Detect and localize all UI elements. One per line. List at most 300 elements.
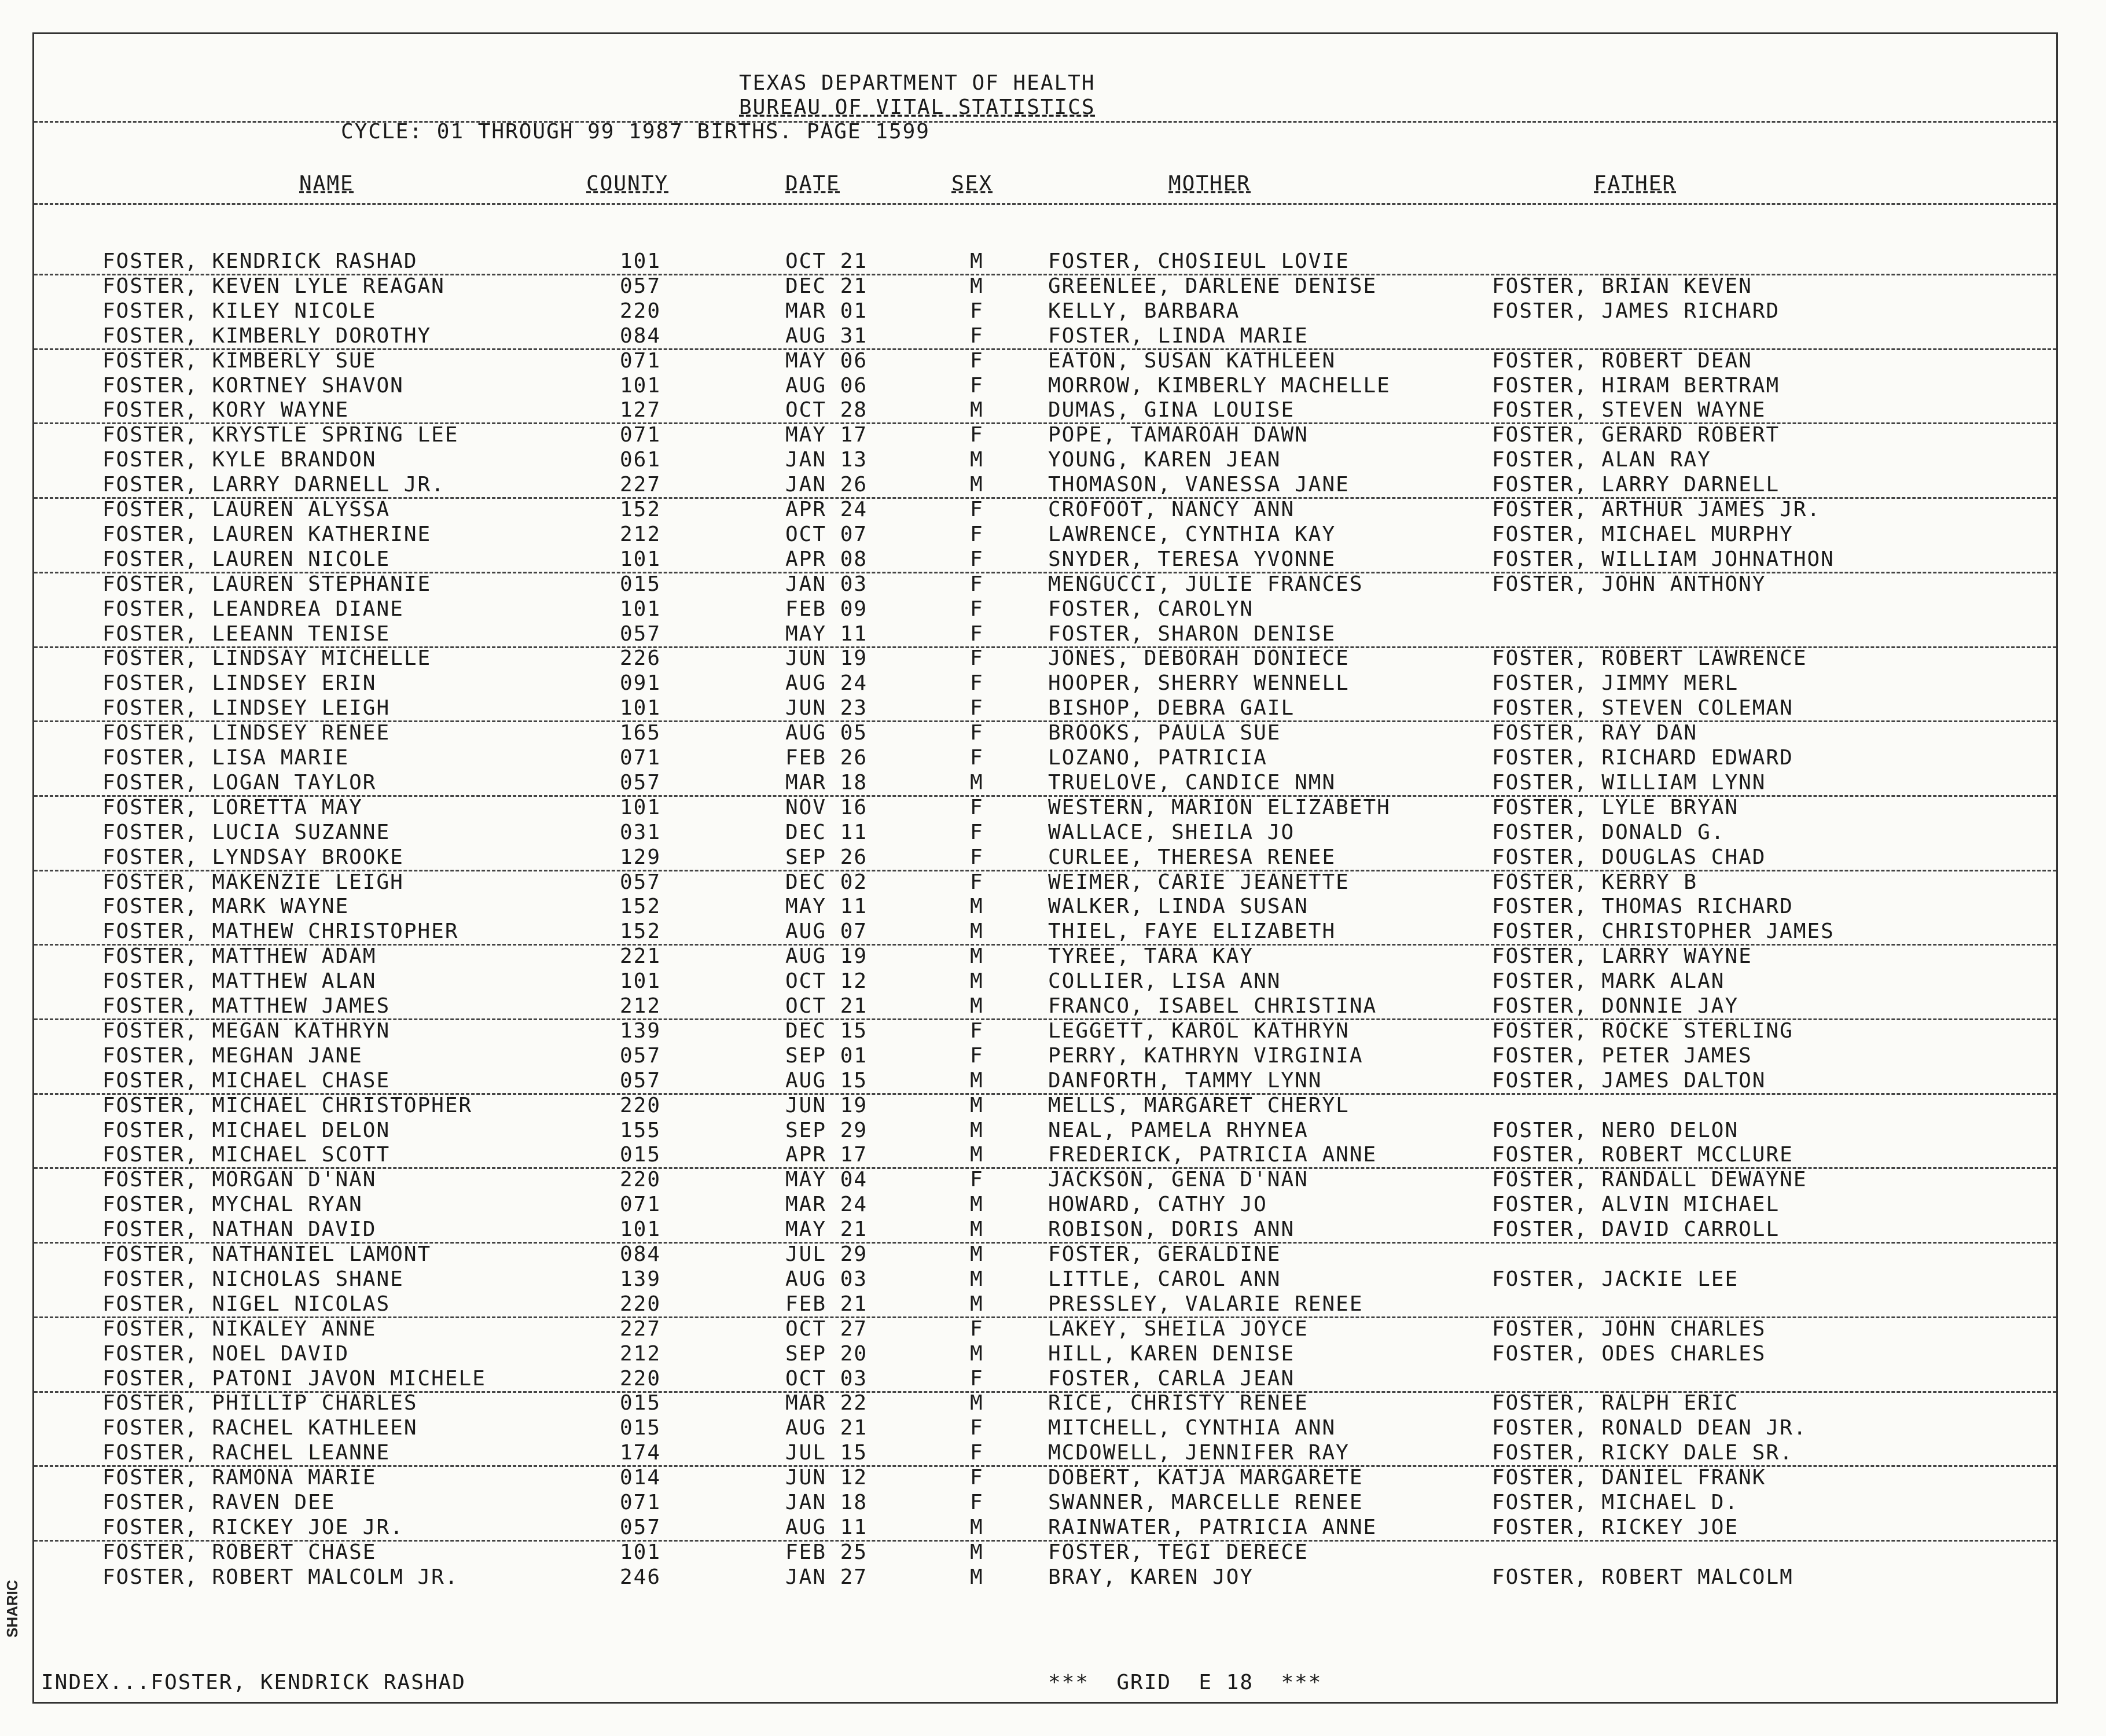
cell-county: 101 — [620, 547, 661, 571]
cell-name: FOSTER, LINDSEY LEIGH — [102, 696, 391, 720]
cell-county: 071 — [620, 1193, 661, 1217]
table-row — [34, 1119, 2056, 1143]
cell-mother: SWANNER, MARCELLE RENEE — [1048, 1491, 1363, 1514]
cell-sex: F — [970, 299, 984, 323]
cell-county: 057 — [620, 770, 661, 795]
table-row — [34, 1342, 2056, 1366]
cell-father: FOSTER, JAMES DALTON — [1492, 1068, 1766, 1093]
cell-sex: M — [970, 1540, 984, 1564]
table-row — [34, 1069, 2056, 1095]
cell-father: FOSTER, WILLIAM LYNN — [1492, 770, 1766, 795]
table-row — [34, 1044, 2056, 1068]
cell-father: FOSTER, ROBERT MCCLURE — [1492, 1143, 1793, 1167]
cell-date: OCT 07 — [785, 522, 868, 546]
cell-date: FEB 21 — [785, 1292, 868, 1316]
cell-county: 015 — [620, 1143, 661, 1167]
cell-name: FOSTER, NIKALEY ANNE — [102, 1316, 377, 1341]
cell-county: 091 — [620, 671, 661, 696]
cell-sex: F — [970, 820, 984, 844]
cell-mother: COLLIER, LISA ANN — [1048, 969, 1281, 994]
col-header-date: DATE — [785, 172, 840, 196]
cell-date: OCT 27 — [785, 1316, 868, 1341]
cell-father: FOSTER, ALVIN MICHAEL — [1492, 1193, 1780, 1217]
cell-county: 057 — [620, 1068, 661, 1093]
cell-county: 101 — [620, 969, 661, 994]
column-header-divider — [34, 203, 2056, 205]
table-row — [34, 771, 2056, 797]
cell-father: FOSTER, LARRY WAYNE — [1492, 944, 1752, 969]
cell-sex: F — [970, 373, 984, 398]
header-subtitle: BUREAU OF VITAL STATISTICS — [739, 95, 1096, 119]
table-row — [34, 299, 2056, 323]
cell-father: FOSTER, BRIAN KEVEN — [1492, 274, 1752, 298]
cell-sex: F — [970, 1366, 984, 1391]
cell-date: JUL 29 — [785, 1242, 868, 1266]
cell-date: MAY 11 — [785, 621, 868, 646]
cell-county: 155 — [620, 1118, 661, 1142]
cell-mother: LEGGETT, KAROL KATHRYN — [1048, 1018, 1350, 1043]
cell-sex: M — [970, 770, 984, 795]
cell-date: SEP 01 — [785, 1043, 868, 1068]
cell-date: MAR 18 — [785, 770, 868, 795]
cell-date: AUG 21 — [785, 1416, 868, 1440]
cell-county: 212 — [620, 522, 661, 546]
cell-mother: CURLEE, THERESA RENEE — [1048, 845, 1336, 869]
cell-father: FOSTER, JOHN CHARLES — [1492, 1316, 1766, 1341]
table-row — [34, 969, 2056, 994]
cell-sex: F — [970, 696, 984, 720]
cell-sex: F — [970, 1168, 984, 1192]
cell-sex: M — [970, 969, 984, 994]
cell-father: FOSTER, RONALD DEAN JR. — [1492, 1416, 1807, 1440]
cell-date: MAR 22 — [785, 1391, 868, 1415]
cell-county: 071 — [620, 423, 661, 447]
cell-mother: POPE, TAMAROAH DAWN — [1048, 423, 1309, 447]
cell-sex: F — [970, 572, 984, 596]
table-row — [34, 523, 2056, 547]
cell-date: AUG 05 — [785, 721, 868, 745]
cell-county: 014 — [620, 1466, 661, 1490]
cell-date: JUN 12 — [785, 1466, 868, 1490]
cell-sex: M — [970, 1193, 984, 1217]
cell-date: APR 08 — [785, 547, 868, 571]
table-row — [34, 1094, 2056, 1118]
cell-date: JAN 26 — [785, 473, 868, 497]
cell-sex: F — [970, 845, 984, 869]
table-row — [34, 1292, 2056, 1318]
cell-county: 015 — [620, 572, 661, 596]
cell-date: JUN 19 — [785, 646, 868, 671]
cell-mother: BROOKS, PAULA SUE — [1048, 721, 1281, 745]
table-row — [34, 473, 2056, 499]
cell-father: FOSTER, RICHARD EDWARD — [1492, 746, 1793, 770]
cell-name: FOSTER, MICHAEL DELON — [102, 1118, 391, 1142]
cell-name: FOSTER, MATHEW CHRISTOPHER — [102, 920, 459, 944]
cell-mother: FOSTER, TEGI DERECE — [1048, 1540, 1309, 1564]
col-header-sex: SEX — [951, 172, 993, 196]
table-row — [34, 1367, 2056, 1393]
cell-mother: WESTERN, MARION ELIZABETH — [1048, 795, 1391, 819]
cell-mother: JONES, DEBORAH DONIECE — [1048, 646, 1350, 671]
cell-date: JUL 15 — [785, 1441, 868, 1465]
cell-date: DEC 21 — [785, 274, 868, 298]
cell-name: FOSTER, LARRY DARNELL JR. — [102, 473, 445, 497]
cell-sex: F — [970, 323, 984, 348]
table-row — [34, 324, 2056, 350]
cell-date: SEP 26 — [785, 845, 868, 869]
table-row — [34, 274, 2056, 299]
cell-mother: TYREE, TARA KAY — [1048, 944, 1254, 969]
table-row — [34, 920, 2056, 946]
cell-sex: M — [970, 398, 984, 422]
cell-sex: M — [970, 994, 984, 1018]
cell-date: AUG 15 — [785, 1068, 868, 1093]
table-row — [34, 1242, 2056, 1267]
cell-name: FOSTER, KEVEN LYLE REAGAN — [102, 274, 445, 298]
col-header-name: NAME — [299, 172, 354, 196]
cell-county: 212 — [620, 994, 661, 1018]
cell-sex: M — [970, 473, 984, 497]
cell-sex: F — [970, 348, 984, 373]
cell-sex: M — [970, 448, 984, 472]
cell-father: FOSTER, DANIEL FRANK — [1492, 1466, 1766, 1490]
cell-mother: FOSTER, GERALDINE — [1048, 1242, 1281, 1266]
cell-father: FOSTER, LARRY DARNELL — [1492, 473, 1780, 497]
cell-county: 152 — [620, 498, 661, 521]
cell-county: 057 — [620, 1043, 661, 1068]
cell-father: FOSTER, DAVID CARROLL — [1492, 1218, 1780, 1242]
cell-county: 057 — [620, 621, 661, 646]
page-frame — [32, 32, 2058, 1704]
cell-sex: F — [970, 795, 984, 819]
cell-father: FOSTER, HIRAM BERTRAM — [1492, 373, 1780, 398]
cell-father: FOSTER, RICKEY JOE — [1492, 1515, 1739, 1539]
cell-mother: DANFORTH, TAMMY LYNN — [1048, 1068, 1322, 1093]
cell-father: FOSTER, ROBERT DEAN — [1492, 348, 1752, 373]
cell-mother: LITTLE, CAROL ANN — [1048, 1267, 1281, 1291]
cell-sex: M — [970, 1267, 984, 1291]
cell-sex: F — [970, 1466, 984, 1490]
cell-name: FOSTER, MATTHEW ADAM — [102, 944, 377, 969]
cell-sex: M — [970, 1093, 984, 1117]
cell-mother: FOSTER, SHARON DENISE — [1048, 621, 1336, 646]
cell-county: 101 — [620, 249, 661, 273]
table-row — [34, 1218, 2056, 1244]
cell-county: 226 — [620, 646, 661, 671]
cell-mother: FREDERICK, PATRICIA ANNE — [1048, 1143, 1377, 1167]
table-row — [34, 622, 2056, 648]
cell-father: FOSTER, ROBERT LAWRENCE — [1492, 646, 1807, 671]
cell-father: FOSTER, STEVEN WAYNE — [1492, 398, 1766, 422]
cell-mother: SNYDER, TERESA YVONNE — [1048, 547, 1336, 571]
col-header-mother: MOTHER — [1168, 172, 1251, 196]
table-row — [34, 1019, 2056, 1043]
cell-father: FOSTER, ODES CHARLES — [1492, 1341, 1766, 1366]
cell-mother: BRAY, KAREN JOY — [1048, 1565, 1254, 1589]
cell-date: JAN 03 — [785, 572, 868, 596]
cell-date: AUG 19 — [785, 944, 868, 969]
cell-mother: PRESSLEY, VALARIE RENEE — [1048, 1292, 1363, 1316]
cell-date: DEC 15 — [785, 1018, 868, 1043]
col-header-county: COUNTY — [586, 172, 669, 196]
table-row — [34, 1491, 2056, 1515]
table-row — [34, 746, 2056, 770]
cell-sex: M — [970, 1218, 984, 1242]
cell-mother: HILL, KAREN DENISE — [1048, 1341, 1295, 1366]
cell-county: 084 — [620, 323, 661, 348]
cell-mother: ROBISON, DORIS ANN — [1048, 1218, 1295, 1242]
cell-mother: FRANCO, ISABEL CHRISTINA — [1048, 994, 1377, 1018]
cell-county: 165 — [620, 721, 661, 745]
cell-date: AUG 11 — [785, 1515, 868, 1539]
cell-date: SEP 29 — [785, 1118, 868, 1142]
cell-name: FOSTER, LAUREN STEPHANIE — [102, 572, 432, 596]
cell-sex: M — [970, 1391, 984, 1415]
cell-date: FEB 25 — [785, 1540, 868, 1564]
cell-sex: F — [970, 1018, 984, 1043]
cell-date: JUN 19 — [785, 1093, 868, 1117]
cell-sex: M — [970, 1143, 984, 1167]
cell-sex: F — [970, 721, 984, 745]
cell-name: FOSTER, LYNDSAY BROOKE — [102, 845, 404, 869]
table-row — [34, 944, 2056, 969]
cell-father: FOSTER, ROBERT MALCOLM — [1492, 1565, 1793, 1589]
cell-sex: F — [970, 746, 984, 770]
cell-sex: M — [970, 1068, 984, 1093]
cell-mother: FOSTER, LINDA MARIE — [1048, 323, 1309, 348]
table-row — [34, 721, 2056, 745]
table-row — [34, 547, 2056, 573]
cell-father: FOSTER, PETER JAMES — [1492, 1043, 1752, 1068]
cell-father: FOSTER, LYLE BRYAN — [1492, 795, 1739, 819]
cell-mother: YOUNG, KAREN JEAN — [1048, 448, 1281, 472]
cell-name: FOSTER, NICHOLAS SHANE — [102, 1267, 404, 1291]
cell-name: FOSTER, ROBERT MALCOLM JR. — [102, 1565, 459, 1589]
cell-father: FOSTER, KERRY B — [1492, 870, 1698, 894]
cell-sex: F — [970, 1416, 984, 1440]
cell-name: FOSTER, PATONI JAVON MICHELE — [102, 1366, 486, 1391]
cell-name: FOSTER, LISA MARIE — [102, 746, 350, 770]
cell-county: 174 — [620, 1441, 661, 1465]
cell-mother: FOSTER, CARLA JEAN — [1048, 1366, 1295, 1391]
cell-date: OCT 28 — [785, 398, 868, 422]
table-row — [34, 1540, 2056, 1565]
cell-mother: MCDOWELL, JENNIFER RAY — [1048, 1441, 1350, 1465]
table-row — [34, 671, 2056, 696]
cell-name: FOSTER, MARK WAYNE — [102, 895, 350, 919]
cell-date: MAR 01 — [785, 299, 868, 323]
cell-sex: F — [970, 870, 984, 894]
cell-sex: F — [970, 597, 984, 621]
index-footer: INDEX...FOSTER, KENDRICK RASHAD — [41, 1671, 466, 1694]
cell-date: MAY 21 — [785, 1218, 868, 1242]
cell-county: 152 — [620, 895, 661, 919]
cell-father: FOSTER, JOHN ANTHONY — [1492, 572, 1766, 596]
cell-father: FOSTER, RICKY DALE SR. — [1492, 1441, 1793, 1465]
cell-county: 220 — [620, 1168, 661, 1192]
cell-name: FOSTER, LAUREN ALYSSA — [102, 498, 391, 521]
cell-county: 061 — [620, 448, 661, 472]
cell-mother: TRUELOVE, CANDICE NMN — [1048, 770, 1336, 795]
cell-father: FOSTER, ROCKE STERLING — [1492, 1018, 1793, 1043]
cell-county: 212 — [620, 1341, 661, 1366]
cell-sex: F — [970, 646, 984, 671]
cell-county: 127 — [620, 398, 661, 422]
cell-father: FOSTER, GERARD ROBERT — [1492, 423, 1780, 447]
cell-county: 139 — [620, 1267, 661, 1291]
cell-date: NOV 16 — [785, 795, 868, 819]
cell-date: MAR 24 — [785, 1193, 868, 1217]
cell-mother: HOOPER, SHERRY WENNELL — [1048, 671, 1350, 696]
table-row — [34, 994, 2056, 1020]
cell-father: FOSTER, STEVEN COLEMAN — [1492, 696, 1793, 720]
cell-father: FOSTER, RANDALL DEWAYNE — [1492, 1168, 1807, 1192]
cell-name: FOSTER, LAUREN KATHERINE — [102, 522, 432, 546]
cell-date: AUG 24 — [785, 671, 868, 696]
cell-mother: RAINWATER, PATRICIA ANNE — [1048, 1515, 1377, 1539]
cell-date: MAY 06 — [785, 348, 868, 373]
cell-sex: F — [970, 498, 984, 521]
cell-mother: MENGUCCI, JULIE FRANCES — [1048, 572, 1363, 596]
cell-sex: M — [970, 895, 984, 919]
table-row — [34, 448, 2056, 472]
cell-date: FEB 26 — [785, 746, 868, 770]
cell-name: FOSTER, MAKENZIE LEIGH — [102, 870, 404, 894]
cell-father: FOSTER, CHRISTOPHER JAMES — [1492, 920, 1835, 944]
cell-mother: LAKEY, SHEILA JOYCE — [1048, 1316, 1309, 1341]
table-row — [34, 696, 2056, 722]
cell-mother: FOSTER, CHOSIEUL LOVIE — [1048, 249, 1350, 273]
side-mark: SHARIC — [3, 1580, 21, 1638]
cell-name: FOSTER, RACHEL LEANNE — [102, 1441, 391, 1465]
cell-date: AUG 06 — [785, 373, 868, 398]
cell-mother: DOBERT, KATJA MARGARETE — [1048, 1466, 1363, 1490]
table-row — [34, 1193, 2056, 1217]
cell-county: 101 — [620, 696, 661, 720]
cell-sex: M — [970, 1118, 984, 1142]
cell-sex: F — [970, 423, 984, 447]
table-row — [34, 597, 2056, 621]
table-row — [34, 1317, 2056, 1341]
cell-date: AUG 03 — [785, 1267, 868, 1291]
cell-sex: F — [970, 671, 984, 696]
cell-name: FOSTER, MYCHAL RYAN — [102, 1193, 363, 1217]
table-row — [34, 821, 2056, 845]
table-row — [34, 249, 2056, 275]
cell-name: FOSTER, MORGAN D'NAN — [102, 1168, 377, 1192]
table-row — [34, 498, 2056, 522]
cell-mother: JACKSON, GENA D'NAN — [1048, 1168, 1309, 1192]
cell-mother: LOZANO, PATRICIA — [1048, 746, 1267, 770]
cell-sex: M — [970, 1341, 984, 1366]
cell-sex: M — [970, 249, 984, 273]
cell-mother: GREENLEE, DARLENE DENISE — [1048, 274, 1377, 298]
cell-name: FOSTER, KENDRICK RASHAD — [102, 249, 418, 273]
cell-date: MAY 11 — [785, 895, 868, 919]
cell-name: FOSTER, MICHAEL CHASE — [102, 1068, 391, 1093]
table-row — [34, 349, 2056, 373]
cell-father: FOSTER, JAMES RICHARD — [1492, 299, 1780, 323]
cell-date: AUG 31 — [785, 323, 868, 348]
cell-name: FOSTER, MATTHEW JAMES — [102, 994, 391, 1018]
cell-mother: HOWARD, CATHY JO — [1048, 1193, 1267, 1217]
cell-mother: KELLY, BARBARA — [1048, 299, 1240, 323]
cell-mother: DUMAS, GINA LOUISE — [1048, 398, 1295, 422]
cell-county: 057 — [620, 870, 661, 894]
cell-mother: MITCHELL, CYNTHIA ANN — [1048, 1416, 1336, 1440]
cell-date: JAN 18 — [785, 1491, 868, 1514]
cell-mother: FOSTER, CAROLYN — [1048, 597, 1254, 621]
cell-county: 084 — [620, 1242, 661, 1266]
cell-name: FOSTER, PHILLIP CHARLES — [102, 1391, 418, 1415]
cell-name: FOSTER, MICHAEL SCOTT — [102, 1143, 391, 1167]
cell-name: FOSTER, LEANDREA DIANE — [102, 597, 404, 621]
cell-county: 101 — [620, 373, 661, 398]
header-title: TEXAS DEPARTMENT OF HEALTH — [739, 71, 1096, 95]
table-row — [34, 1143, 2056, 1169]
cell-name: FOSTER, LAUREN NICOLE — [102, 547, 391, 571]
table-row — [34, 870, 2056, 895]
cell-name: FOSTER, LOGAN TAYLOR — [102, 770, 377, 795]
cell-father: FOSTER, RALPH ERIC — [1492, 1391, 1739, 1415]
cell-sex: F — [970, 547, 984, 571]
cell-county: 220 — [620, 1292, 661, 1316]
cell-sex: M — [970, 274, 984, 298]
cell-father: FOSTER, DONALD G. — [1492, 820, 1725, 844]
cell-mother: CROFOOT, NANCY ANN — [1048, 498, 1295, 521]
table-row — [34, 845, 2056, 871]
cell-name: FOSTER, NATHAN DAVID — [102, 1218, 377, 1242]
cell-sex: M — [970, 1565, 984, 1589]
cell-mother: WALLACE, SHEILA JO — [1048, 820, 1295, 844]
cell-name: FOSTER, LINDSAY MICHELLE — [102, 646, 432, 671]
cell-county: 139 — [620, 1018, 661, 1043]
cell-name: FOSTER, KYLE BRANDON — [102, 448, 377, 472]
cell-county: 220 — [620, 1093, 661, 1117]
cell-sex: F — [970, 1316, 984, 1341]
cell-mother: THIEL, FAYE ELIZABETH — [1048, 920, 1336, 944]
cell-county: 246 — [620, 1565, 661, 1589]
cell-county: 220 — [620, 299, 661, 323]
cell-name: FOSTER, MATTHEW ALAN — [102, 969, 377, 994]
cell-name: FOSTER, NIGEL NICOLAS — [102, 1292, 391, 1316]
table-row — [34, 1267, 2056, 1292]
cell-county: 101 — [620, 1218, 661, 1242]
cell-date: JUN 23 — [785, 696, 868, 720]
cell-date: APR 24 — [785, 498, 868, 521]
cell-father: FOSTER, WILLIAM JOHNATHON — [1492, 547, 1835, 571]
cell-date: OCT 03 — [785, 1366, 868, 1391]
cell-father: FOSTER, JIMMY MERL — [1492, 671, 1739, 696]
table-row — [34, 374, 2056, 398]
cell-mother: WALKER, LINDA SUSAN — [1048, 895, 1309, 919]
cell-name: FOSTER, LINDSEY ERIN — [102, 671, 377, 696]
table-row — [34, 1516, 2056, 1542]
cell-county: 220 — [620, 1366, 661, 1391]
cell-mother: EATON, SUSAN KATHLEEN — [1048, 348, 1336, 373]
cell-name: FOSTER, MEGAN KATHRYN — [102, 1018, 391, 1043]
cell-sex: M — [970, 944, 984, 969]
cell-name: FOSTER, NOEL DAVID — [102, 1341, 350, 1366]
cell-county: 057 — [620, 274, 661, 298]
cell-date: OCT 21 — [785, 249, 868, 273]
table-row — [34, 1565, 2056, 1590]
table-row — [34, 646, 2056, 671]
table-row — [34, 1466, 2056, 1490]
cell-date: DEC 02 — [785, 870, 868, 894]
cell-father: FOSTER, ARTHUR JAMES JR. — [1492, 498, 1821, 521]
cell-county: 101 — [620, 597, 661, 621]
